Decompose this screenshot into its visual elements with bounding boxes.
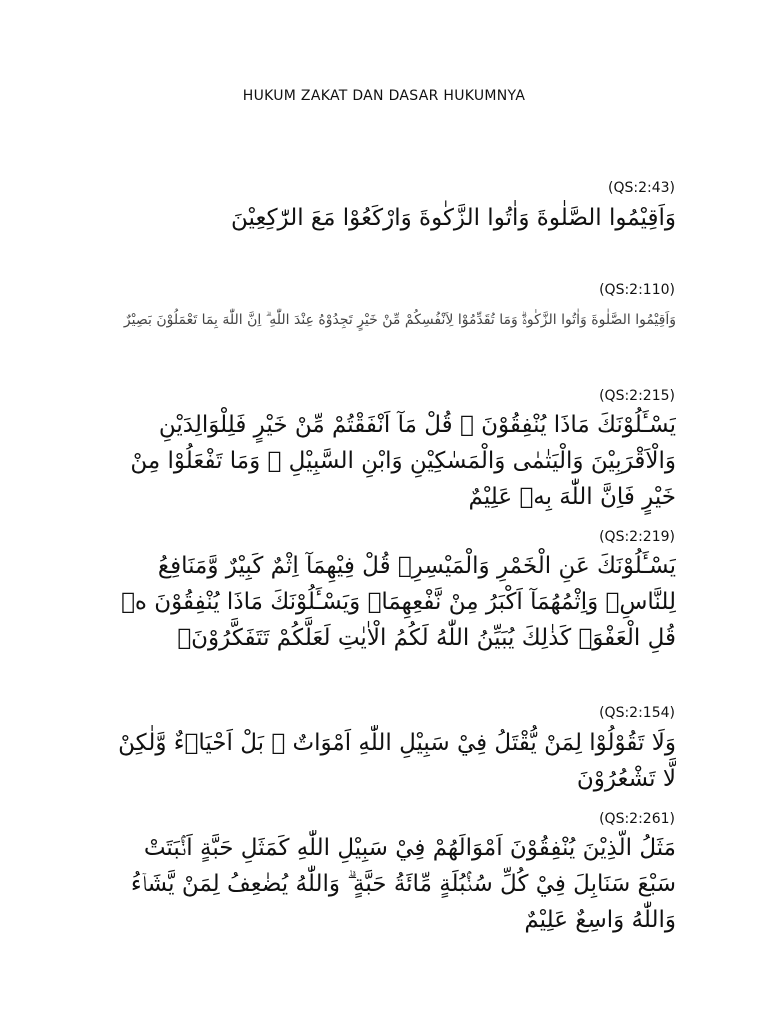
verse-reference: (QS:2:154) xyxy=(599,705,675,721)
verse-reference: (QS:2:43) xyxy=(608,180,675,196)
arabic-verse: يَسْـَٔلُوْنَكَ عَنِ الْخَمْرِ وَالْمَيْسِرِۗ قُلْ فِيْهِمَآ اِثْمٌ كَبِيْرٌ وَّمَنَافِعُ لِلنَّاسِۖ وَاِثْمُهُمَآ اَكْبَرُ مِنْ نَّفْعِهِمَاۗ وَيَسْـَٔلُوْنَكَ مَاذَا يُنْفِقُوْنَ ەۗ قُلِ الْعَفْوَۗ كَذٰلِكَ يُبَيِّنُ اللّٰهُ لَكُمُ الْاٰيٰتِ لَعَلَّكُمْ تَتَفَكَّرُوْنَۙ xyxy=(121,553,676,651)
arabic-verse: وَاَقِيْمُوا الصَّلٰوةَ وَاٰتُوا الزَّكٰوةَۗ وَمَا تُقَدِّمُوْا لِاَنْفُسِكُمْ مِّنْ خَيْرٍ تَجِدُوْهُ عِنْدَ اللّٰهِ ۗ اِنَّ اللّٰهَ بِمَا تَعْمَلُوْنَ بَصِيْرٌ xyxy=(123,312,676,328)
verse-reference: (QS:2:261) xyxy=(599,811,675,827)
verse-reference: (QS:2:110) xyxy=(599,282,675,298)
document-title: HUKUM ZAKAT DAN DASAR HUKUMNYA xyxy=(242,88,526,104)
arabic-verse: وَاَقِيْمُوا الصَّلٰوةَ وَاٰتُوا الزَّكٰوةَ وَارْكَعُوْا مَعَ الرّٰكِعِيْنَ xyxy=(231,205,676,231)
arabic-verse: يَسْـَٔلُوْنَكَ مَاذَا يُنْفِقُوْنَ ۗ قُلْ مَآ اَنْفَقْتُمْ مِّنْ خَيْرٍ فَلِلْوَالِدَيْنِ وَالْاَقْرَبِيْنَ وَالْيَتٰمٰى وَالْمَسٰكِيْنِ وَابْنِ السَّبِيْلِ ۗ وَمَا تَفْعَلُوْا مِنْ خَيْرٍ فَاِنَّ اللّٰهَ بِهٖ عَلِيْمٌ xyxy=(130,412,676,510)
arabic-verse: وَلَا تَقُوْلُوْا لِمَنْ يُّقْتَلُ فِيْ سَبِيْلِ اللّٰهِ اَمْوَاتٌ ۗ بَلْ اَحْيَاۤءٌ وَّلٰكِنْ لَّا تَشْعُرُوْنَ xyxy=(118,730,676,792)
verse-reference: (QS:2:215) xyxy=(599,388,675,404)
arabic-verse: مَثَلُ الَّذِيْنَ يُنْفِقُوْنَ اَمْوَالَهُمْ فِيْ سَبِيْلِ اللّٰهِ كَمَثَلِ حَبَّةٍ اَنْۢبَتَتْ سَبْعَ سَنَابِلَ فِيْ كُلِّ سُنْۢبُلَةٍ مِّائَةُ حَبَّةٍ ۗ وَاللّٰهُ يُضٰعِفُ لِمَنْ يَّشَاۤءُ ۗوَاللّٰهُ وَاسِعٌ عَلِيْمٌ xyxy=(130,835,676,933)
verse-reference: (QS:2:219) xyxy=(599,529,675,545)
